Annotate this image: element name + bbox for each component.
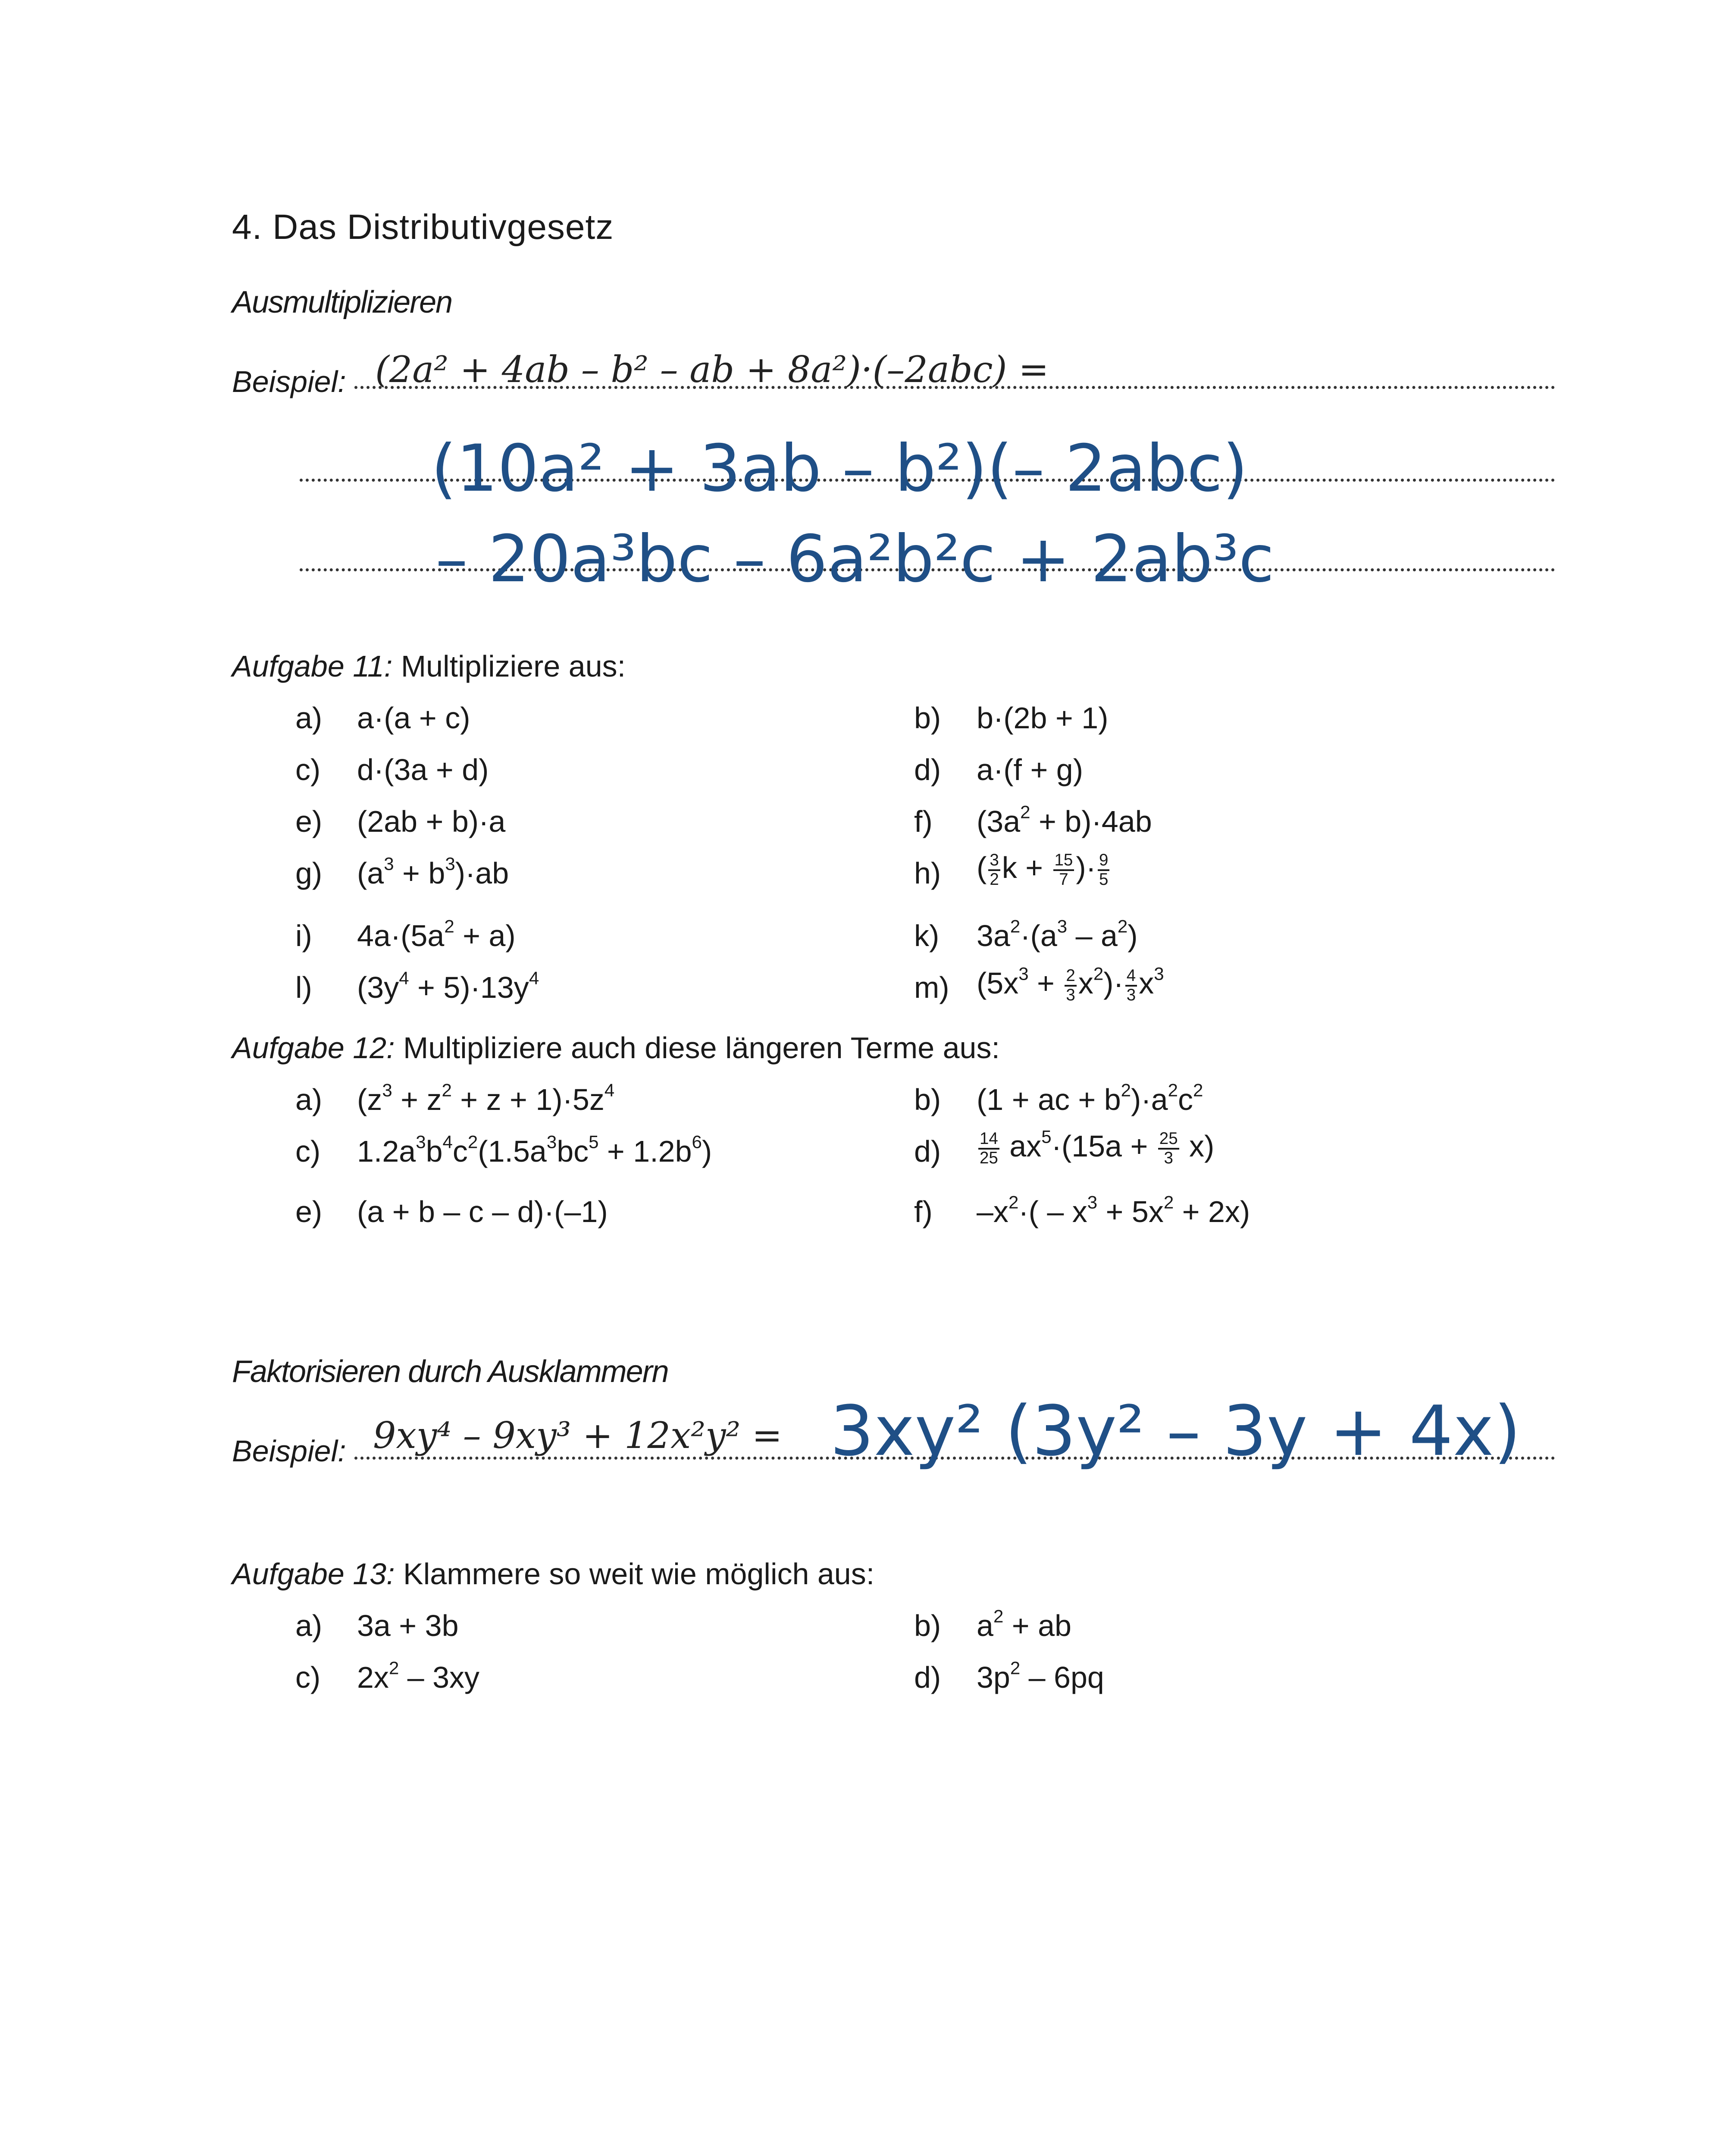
item-letter: e) (295, 805, 323, 838)
item-expression: ( $\frac{3}{2}$ k + $\frac{15}{7}$ )· $\frac{9}{5}$ (977, 850, 1111, 888)
item-expression: $(a^3 + b^3)\cdot ab$ (357, 853, 509, 890)
item-expression: (2ab + b)·a (357, 805, 506, 838)
item-letter: d) (914, 1661, 941, 1694)
item-expression: d·(3a + d) (357, 753, 489, 787)
item-expression: $2x^2 - 3xy$ (357, 1658, 480, 1694)
item-expression: ($5x^3$ + $\frac{2}{3}$ $x^2)\cdot$ $\frac{4}{3}$ $x^3$ (977, 963, 1164, 1004)
item-expression: $(3y^4 + 5)\cdot 13y^4$ (357, 968, 539, 1004)
item-letter: g) (295, 856, 323, 890)
item-expression: a·(a + c) (357, 701, 470, 735)
item-letter: e) (295, 1195, 323, 1228)
item-letter: b) (914, 1083, 941, 1116)
item-letter: a) (295, 1083, 323, 1116)
task13-text: Klammere so weit wie möglich aus: (403, 1557, 875, 1591)
item-letter: c) (295, 753, 321, 787)
item-expression: b·(2b + 1) (977, 701, 1109, 735)
item-letter: m) (914, 971, 949, 1004)
item-expression: $\frac{14}{25}$ $ax^5\cdot(15a$ + $\frac{25}{3}$ x) (977, 1129, 1214, 1167)
item-expression: (1 + ac + $b^2)\cdot a^2c^2$ (977, 1080, 1203, 1116)
item-expression: $3p^2 - 6pq$ (977, 1658, 1104, 1694)
item-letter: a) (295, 1609, 323, 1642)
page-title: 4. Das Distributivgesetz (232, 207, 614, 247)
handwritten-answer-line2: – 20a³bc – 6a²b²c + 2ab³c (435, 522, 1275, 597)
item-letter: b) (914, 701, 941, 735)
task11-text: Multipliziere aus: (401, 649, 626, 683)
task13-label: Aufgabe 13: (232, 1557, 395, 1591)
item-expression: $-x^2\cdot( - x^3 + 5x^2 + 2x)$ (977, 1192, 1250, 1228)
item-letter: b) (914, 1609, 941, 1642)
task12-text: Multipliziere auch diese längeren Terme aus: (403, 1031, 1000, 1065)
item-expression: $a^2$ + ab (977, 1606, 1071, 1642)
task12-header (232, 1031, 1000, 1065)
task12-label: Aufgabe 12: (232, 1031, 395, 1065)
item-letter: h) (914, 856, 941, 890)
item-letter: f) (914, 1195, 933, 1228)
item-expression: $(3a^2 + b)\cdot 4ab$ (977, 802, 1152, 838)
item-letter: k) (914, 919, 940, 953)
task13-header (232, 1557, 874, 1591)
item-letter: c) (295, 1134, 321, 1168)
item-expression: $(z^3 + z^2 + z + 1)\cdot 5z^4$ (357, 1080, 615, 1116)
section-heading-faktorisieren: Faktorisieren durch Ausklammern (232, 1354, 668, 1389)
example-expression: 9xy⁴ – 9xy³ + 12x²y² = (373, 1414, 783, 1457)
item-letter: l) (295, 971, 312, 1004)
handwritten-answer-line1: (10a² + 3ab – b²)(– 2abc) (431, 431, 1248, 506)
item-letter: a) (295, 701, 323, 735)
handwritten-answer: 3xy² (3y² – 3y + 4x) (830, 1391, 1521, 1471)
item-expression: $4a\cdot(5a^2 + a)$ (357, 916, 516, 953)
item-expression: $3a^2\cdot(a^3 - a^2)$ (977, 916, 1138, 953)
example-expression: (2a² + 4ab – b² – ab + 8a²)·(–2abc) = (375, 348, 1049, 391)
item-letter: c) (295, 1661, 321, 1694)
item-expression: $1.2a^3b^4c^2(1.5a^3bc^5 + 1.2b^6)$ (357, 1131, 712, 1168)
item-letter: i) (295, 919, 312, 953)
task11-label: Aufgabe 11: (232, 649, 393, 683)
item-expression: 3a + 3b (357, 1609, 459, 1642)
example-label: Beispiel: (232, 365, 346, 398)
task11-header (232, 649, 626, 683)
item-letter: f) (914, 805, 933, 838)
section-heading-ausmultiplizieren: Ausmultiplizieren (232, 285, 452, 320)
item-expression: (a + b – c – d)·(–1) (357, 1195, 608, 1228)
item-letter: d) (914, 753, 941, 787)
item-letter: d) (914, 1134, 941, 1168)
item-expression: a·(f + g) (977, 753, 1084, 787)
example-label: Beispiel: (232, 1434, 346, 1468)
